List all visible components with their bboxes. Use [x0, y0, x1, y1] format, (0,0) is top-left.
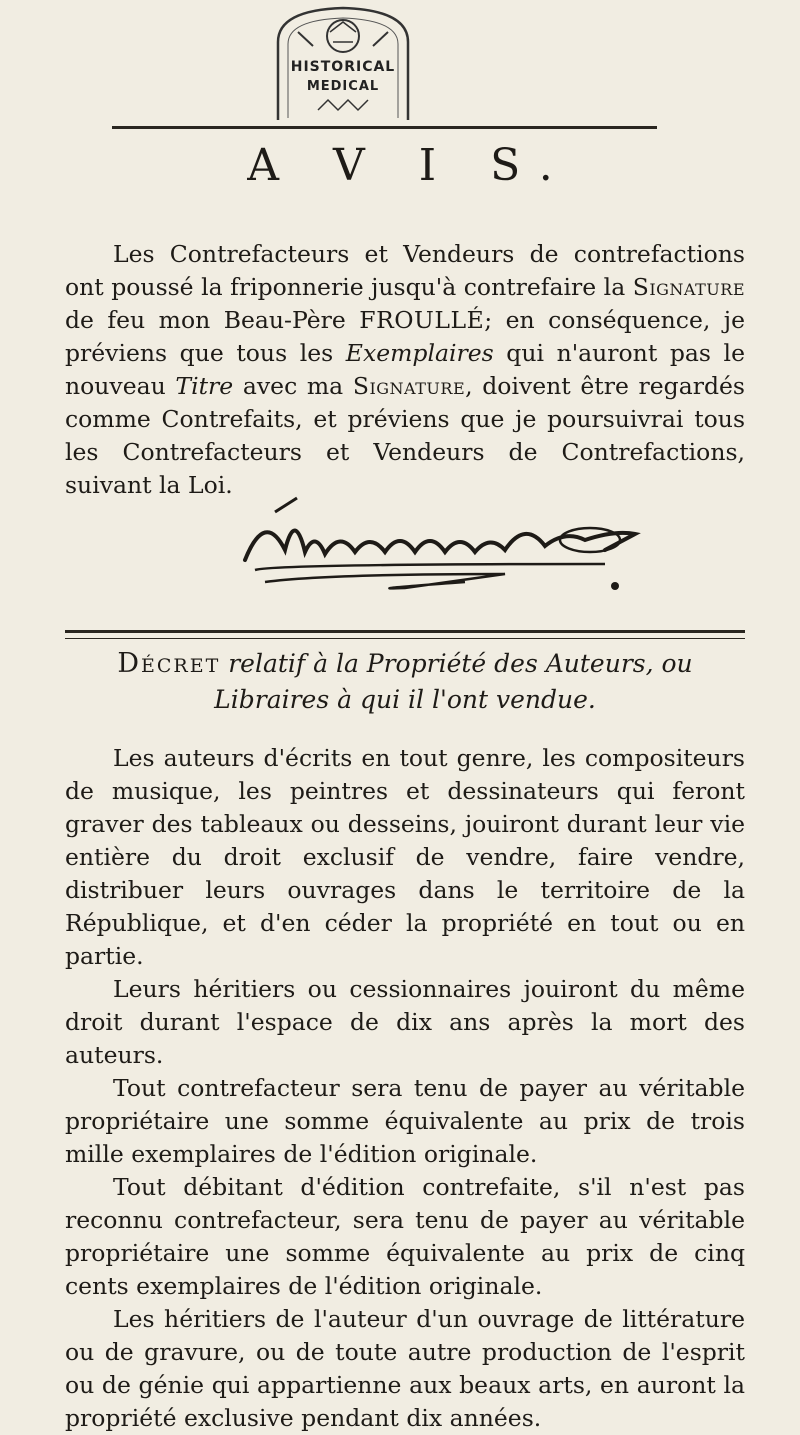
avis-signature-word: Signature: [632, 273, 745, 301]
library-stamp: [258, 2, 428, 124]
avis-exemplaires: Exemplaires: [345, 339, 494, 367]
avis-text-4: qui n'auront pas le nouveau: [65, 339, 745, 400]
decree-paragraph-4: Tout débitant d'édition contrefaite, s'il n'est pas reconnu contrefacteur, sera tenu de payer au véritable propriétaire une somme équivalente au prix de cinq cents exemplaires de l'édition originale.: [65, 1173, 745, 1300]
decree-paragraph-1: Les auteurs d'écrits en tout genre, les compositeurs de musique, les peintres et dessinateurs qui feront graver des tableaux ou desseins, jouiront durant leur vie entière du droit exclusif de vendre, faire vendre, distribuer leurs ouvrages dans le territoire de la République, et d'en céder la propriété en tout ou en partie.: [65, 744, 745, 970]
avis-titre: Titre: [175, 372, 234, 400]
handwritten-signature: [205, 490, 655, 610]
decree-paragraph-3: Tout contrefacteur sera tenu de payer au véritable propriétaire une somme équivalente au prix de trois mille exemplaires de l'édition originale.: [65, 1074, 745, 1168]
page-title: A V I S.: [247, 140, 573, 191]
section-divider: [65, 630, 745, 639]
avis-paragraph: [65, 238, 745, 502]
decree-paragraph-5: Les héritiers de l'auteur d'un ouvrage de littérature ou de gravure, ou de toute autre production de l'esprit ou de génie qui appartienne aux beaux arts, en auront la propriété exclusive pendant dix années.: [65, 1305, 745, 1432]
avis-name: FROULLÉ: [359, 306, 485, 334]
avis-text-1: Les Contrefacteurs et Vendeurs de contrefactions ont poussé la friponnerie jusqu'à contrefaire la: [65, 240, 745, 301]
avis-text-3: ; en conséquence, je préviens que tous les: [65, 306, 745, 367]
avis-body: [65, 238, 745, 502]
decree-body: [65, 742, 745, 1435]
avis-text-6: , doivent être regardés comme Contrefaits, et préviens que je poursuivrai tous les Contrefacteurs et Vendeurs de Contrefactions, suivant la Loi.: [65, 372, 745, 499]
signature-flourish-icon: [205, 490, 655, 610]
stamp-line-1: HISTORICAL: [290, 59, 396, 75]
avis-text-5: avec ma: [242, 372, 344, 400]
decree-heading-rest: relatif à la Propriété des Auteurs, ou Libraires à qui il l'ont vendue.: [214, 649, 693, 714]
avis-signature-word-2: Signature: [352, 372, 466, 400]
header-rule: [112, 126, 657, 129]
avis-text-2: de feu mon Beau-Père: [65, 306, 346, 334]
decree-heading-word: Décret: [117, 648, 221, 679]
stamp-line-2: MEDICAL: [306, 79, 380, 94]
decree-heading: [65, 646, 745, 718]
decree-paragraph-2: Leurs héritiers ou cessionnaires jouiront du même droit durant l'espace de dix ans après la mort des auteurs.: [65, 975, 745, 1069]
